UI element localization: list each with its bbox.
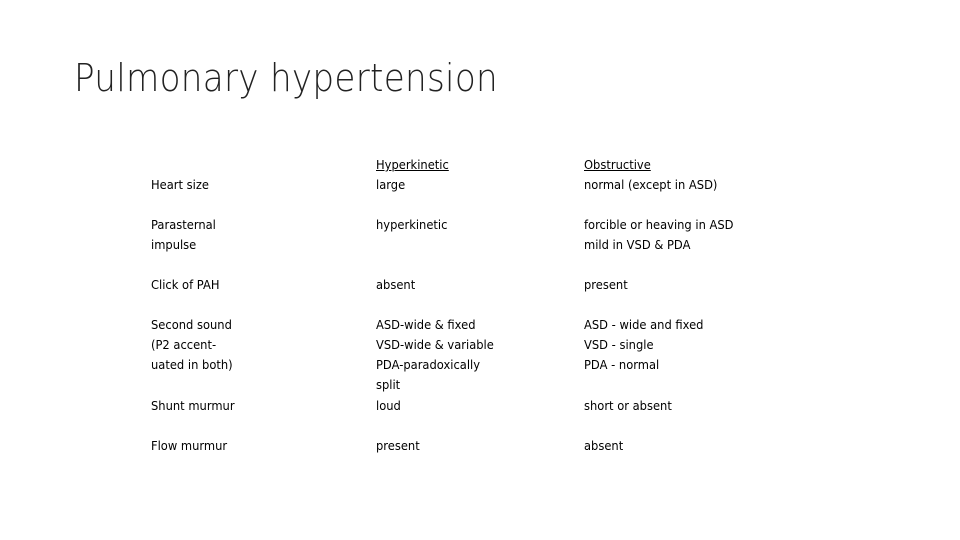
row-label-flow-murmur: Flow murmur <box>151 438 228 453</box>
cell-line: split <box>376 377 401 392</box>
row-label-line: (P2 accent- <box>151 337 217 352</box>
cell-line: ASD - wide and fixed <box>584 317 704 332</box>
column-header-obstructive: Obstructive <box>584 157 651 172</box>
slide-title: Pulmonary hypertension <box>74 56 498 100</box>
cell-second-sound-hyperkinetic <box>376 315 494 395</box>
row-label-line: Parasternal <box>151 217 216 232</box>
cell-shunt-obstructive: short or absent <box>584 398 672 413</box>
row-label-line: Second sound <box>151 317 232 332</box>
cell-line: PDA - normal <box>584 357 660 372</box>
heart-size-obstructive-value: normal (except in ASD) <box>584 177 718 192</box>
cell-line: VSD - single <box>584 337 654 352</box>
cell-line: ASD-wide & fixed <box>376 317 476 332</box>
cell-second-sound-obstructive <box>584 315 703 375</box>
row-label-shunt-murmur: Shunt murmur <box>151 398 235 413</box>
heart-size-hyperkinetic-value: large <box>376 177 406 192</box>
cell-line: forcible or heaving in ASD <box>584 217 734 232</box>
row-label-click-of-pah: Click of PAH <box>151 277 220 292</box>
row-label-line: impulse <box>151 237 197 252</box>
row-label-heart-size: Heart size <box>151 177 209 192</box>
cell-flow-hyperkinetic: present <box>376 438 420 453</box>
cell-line: PDA-paradoxically <box>376 357 481 372</box>
row-label-line: uated in both) <box>151 357 233 372</box>
cell-heart-size-obstructive <box>584 155 717 195</box>
cell-flow-obstructive: absent <box>584 438 624 453</box>
cell-click-hyperkinetic: absent <box>376 277 416 292</box>
row-label-parasternal-impulse <box>151 215 216 255</box>
cell-heart-size-hyperkinetic <box>376 155 449 195</box>
cell-parasternal-obstructive <box>584 215 734 255</box>
cell-click-obstructive: present <box>584 277 628 292</box>
cell-line: mild in VSD & PDA <box>584 237 691 252</box>
cell-parasternal-hyperkinetic: hyperkinetic <box>376 217 448 232</box>
row-label-second-sound <box>151 315 233 375</box>
column-header-hyperkinetic: Hyperkinetic <box>376 157 449 172</box>
cell-line: VSD-wide & variable <box>376 337 494 352</box>
cell-shunt-hyperkinetic: loud <box>376 398 401 413</box>
